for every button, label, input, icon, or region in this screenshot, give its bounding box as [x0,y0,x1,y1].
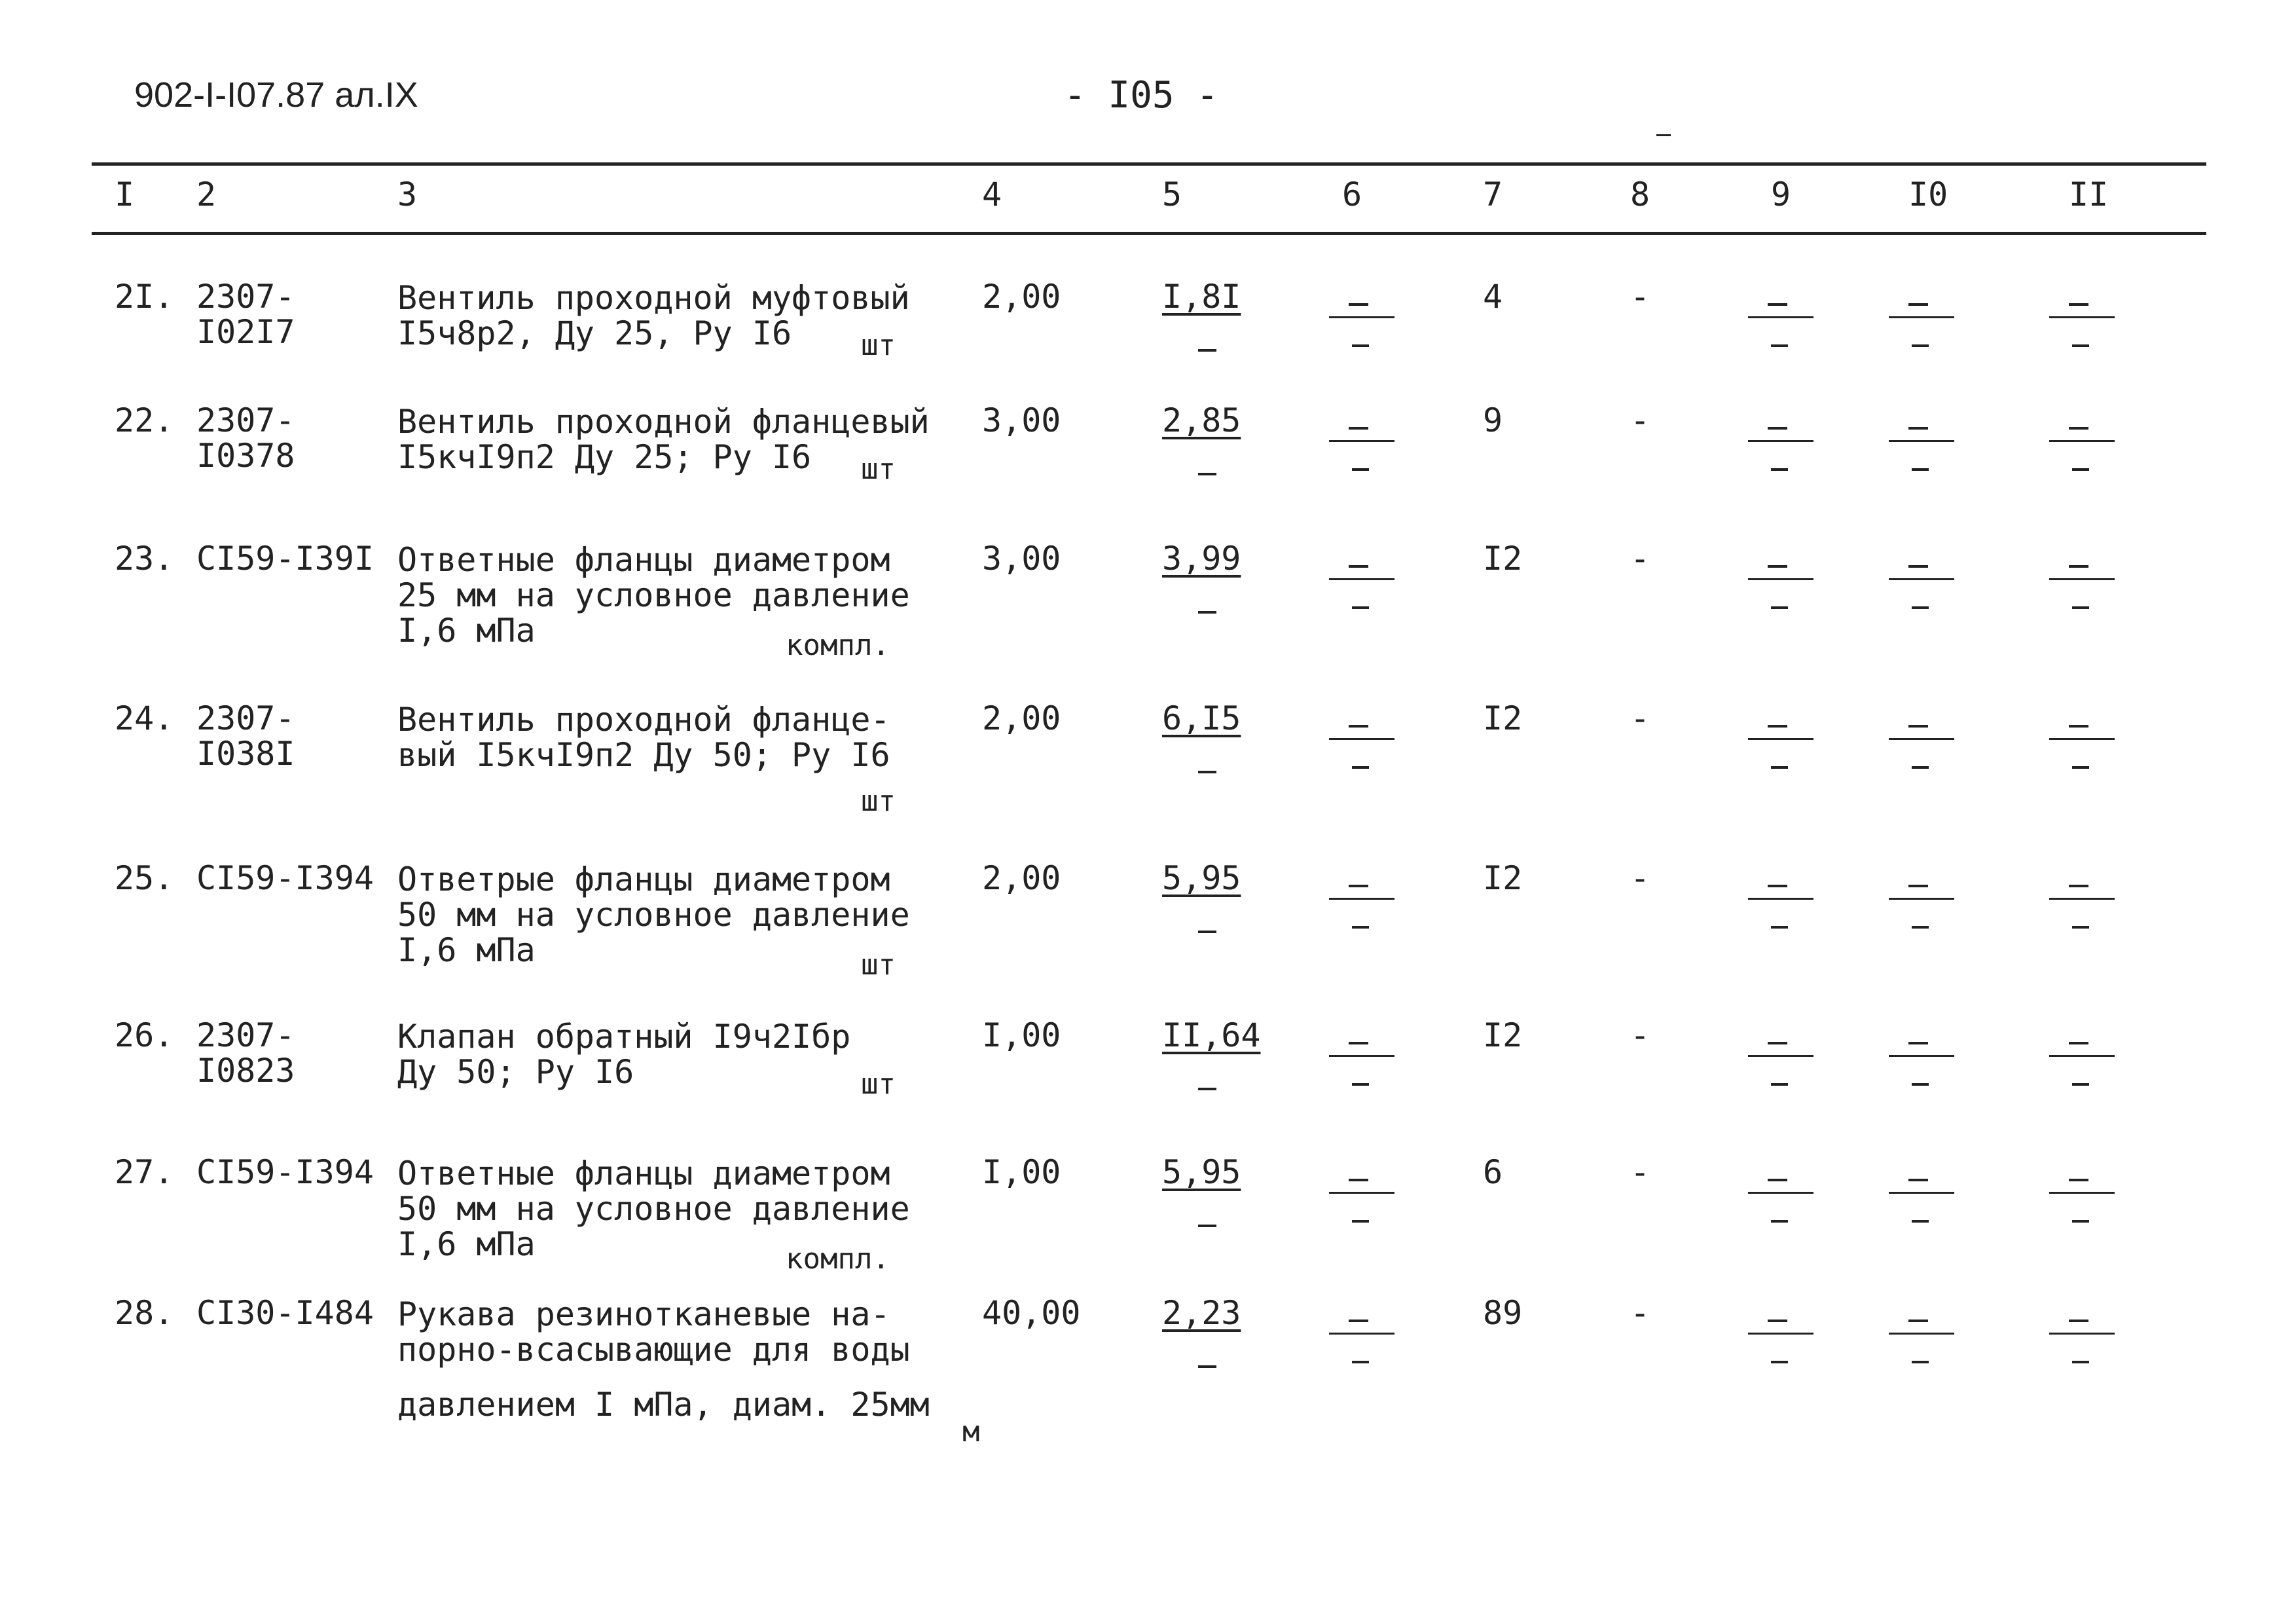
fraction-bottom-dash [1771,606,1788,609]
row-number: 26. [115,1016,174,1054]
fraction-top-dash [2069,303,2088,306]
row-col7: I2 [1483,859,1523,897]
fraction-bottom-dash [1771,1083,1788,1086]
row-unit: шт [861,948,896,982]
fraction-top-dash [1908,1042,1928,1044]
column-header-11: II [2069,175,2109,213]
col5-dash [1198,611,1216,614]
fraction-bottom-dash [1912,468,1929,471]
fraction-bar [1889,1192,1954,1194]
row-number: 25. [115,859,174,897]
row-number: 28. [115,1294,174,1332]
fraction-top-dash [1349,1042,1368,1044]
row-description: I,6 мПа [397,612,536,650]
fraction-top-dash [1768,1042,1787,1044]
row-col7: 6 [1483,1153,1503,1191]
fraction-bottom-dash [1771,1361,1788,1363]
row-code: CI59-I394 [196,859,374,897]
column-header-9: 9 [1771,175,1791,213]
fraction-bottom-dash [2072,606,2089,609]
fraction-top-dash [1349,1179,1368,1181]
row-description: порно-всасывающие для воды [397,1331,910,1369]
fraction-top-dash [1908,725,1928,728]
row-col5: 6,I5 [1162,699,1241,737]
fraction-top-dash [1349,885,1368,887]
fraction-bar [1329,1333,1394,1335]
row-number: 24. [115,699,174,737]
row-description: I,6 мПа [397,1225,536,1263]
fraction-bottom-dash [1771,926,1788,929]
fraction-bar [1889,1333,1954,1335]
row-col7: I2 [1483,699,1523,737]
fraction-top-dash [1349,427,1368,430]
fraction-bar [1748,1333,1813,1335]
fraction-bar [1748,316,1813,318]
row-description: Ответные фланцы диаметром [397,1154,890,1192]
fraction-bottom-dash [1912,344,1929,347]
fraction-top-dash [1349,725,1368,728]
row-code: CI59-I39I [196,540,374,578]
row-code: 2307- [196,401,295,439]
fraction-bottom-dash [2072,926,2089,929]
col5-dash [1198,349,1216,352]
row-col4: I,00 [982,1153,1061,1191]
column-header-10: I0 [1908,175,1948,213]
col5-dash [1198,1365,1216,1368]
row-description: I,6 мПа [397,931,536,969]
row-description: давлением I мПа, диам. 25мм [397,1386,930,1424]
fraction-bar [2049,738,2115,740]
fraction-bar [1329,578,1394,580]
row-col5: I,8I [1162,278,1241,316]
fraction-bar [1329,738,1394,740]
fraction-bottom-dash [1912,1361,1929,1363]
fraction-top-dash [1768,565,1787,568]
fraction-bar [1889,738,1954,740]
row-col8: - [1630,699,1650,737]
fraction-top-dash [2069,1042,2088,1044]
fraction-top-dash [1908,1320,1928,1322]
row-code: I02I7 [196,313,295,351]
fraction-bar [2049,440,2115,442]
row-col7: I2 [1483,1016,1523,1054]
fraction-top-dash [2069,1320,2088,1322]
row-description: 50 мм на условное давление [397,1190,910,1228]
fraction-bar [1889,1055,1954,1057]
fraction-top-dash [2069,885,2088,887]
row-description: Вентиль проходной фланцевый [397,403,930,441]
row-col4: 3,00 [982,401,1061,439]
fraction-bottom-dash [1771,766,1788,769]
fraction-bottom-dash [1352,766,1369,769]
fraction-bottom-dash [2072,1220,2089,1223]
fraction-bar [1329,316,1394,318]
col5-dash [1198,473,1216,475]
fraction-top-dash [1908,427,1928,430]
fraction-top-dash [2069,565,2088,568]
col5-dash [1198,771,1216,773]
fraction-bottom-dash [2072,1361,2089,1363]
row-description: Рукава резинотканевые на- [397,1295,890,1333]
row-col8: - [1630,540,1650,578]
fraction-bottom-dash [2072,766,2089,769]
row-col7: 89 [1483,1294,1523,1332]
fraction-top-dash [1908,565,1928,568]
fraction-bottom-dash [1352,344,1369,347]
fraction-bar [1329,440,1394,442]
fraction-bar [1329,898,1394,900]
column-header-4: 4 [982,175,1002,213]
row-number: 2I. [115,278,174,316]
row-col4: 2,00 [982,699,1061,737]
row-code: I0378 [196,437,295,475]
row-col7: I2 [1483,540,1523,578]
fraction-top-dash [1768,427,1787,430]
row-col5: 3,99 [1162,540,1241,578]
fraction-bottom-dash [1352,606,1369,609]
table-header-rule [92,232,2206,235]
row-number: 22. [115,401,174,439]
row-col8: - [1630,401,1650,439]
row-code: I038I [196,735,295,773]
fraction-bottom-dash [1352,926,1369,929]
fraction-bar [1889,898,1954,900]
fraction-bar [2049,898,2115,900]
row-description: I5кчI9п2 Ду 25; Ру I6 [397,438,812,476]
row-description: Вентиль проходной муфтовый [397,279,910,317]
row-col8: - [1630,1294,1650,1332]
document-code: 902-I-I07.87 ал.IX [134,75,418,115]
column-header-6: 6 [1342,175,1362,213]
fraction-top-dash [1768,1320,1787,1322]
fraction-bottom-dash [1912,926,1929,929]
fraction-top-dash [1768,303,1787,306]
fraction-bar [1748,898,1813,900]
fraction-bar [1889,578,1954,580]
row-col8: - [1630,278,1650,316]
row-unit: шт [861,329,896,362]
row-description: I5ч8р2, Ду 25, Ру I6 [397,314,792,352]
fraction-bar [1748,738,1813,740]
page-number: - I05 - [1064,74,1219,117]
row-description: 25 мм на условное давление [397,576,910,614]
row-unit: компл. [786,629,890,662]
fraction-top-dash [2069,1179,2088,1181]
fraction-bottom-dash [2072,1083,2089,1086]
fraction-bottom-dash [1771,344,1788,347]
fraction-bottom-dash [1771,1220,1788,1223]
row-description: Клапан обратный I9ч2Iбр [397,1018,851,1056]
fraction-bar [2049,1333,2115,1335]
fraction-bottom-dash [1352,1220,1369,1223]
fraction-top-dash [2069,725,2088,728]
row-description: вый I5кчI9п2 Ду 50; Ру I6 [397,736,890,774]
row-col4: I,00 [982,1016,1061,1054]
col5-dash [1198,1088,1216,1090]
fraction-top-dash [1768,885,1787,887]
fraction-top-dash [1908,303,1928,306]
row-description: Ответрые фланцы диаметром [397,860,890,898]
row-code: CI30-I484 [196,1294,374,1332]
fraction-bar [1748,1055,1813,1057]
fraction-bar [2049,1055,2115,1057]
column-header-7: 7 [1483,175,1503,213]
fraction-top-dash [1908,885,1928,887]
row-col4: 3,00 [982,540,1061,578]
table-top-rule [92,162,2206,166]
fraction-bottom-dash [1771,468,1788,471]
row-number: 23. [115,540,174,578]
fraction-top-dash [1768,1179,1787,1181]
row-col4: 2,00 [982,859,1061,897]
column-header-1: I [115,175,135,213]
row-col5: 5,95 [1162,859,1241,897]
row-code: 2307- [196,1016,295,1054]
row-col8: - [1630,1016,1650,1054]
fraction-top-dash [1349,565,1368,568]
row-unit: компл. [786,1242,890,1276]
fraction-bottom-dash [1912,606,1929,609]
column-header-8: 8 [1630,175,1650,213]
fraction-bar [1329,1192,1394,1194]
fraction-bar [1748,1192,1813,1194]
col5-dash [1198,931,1216,933]
col5-dash [1198,1225,1216,1227]
row-unit: шт [861,452,896,486]
row-code: CI59-I394 [196,1153,374,1191]
row-unit: шт [861,784,896,818]
row-description: Вентиль проходной фланце- [397,701,890,739]
fraction-bar [2049,1192,2115,1194]
fraction-bottom-dash [1912,1220,1929,1223]
fraction-bottom-dash [1352,1361,1369,1363]
fraction-top-dash [1768,725,1787,728]
row-description: Ответные фланцы диаметром [397,541,890,579]
fraction-bottom-dash [1352,468,1369,471]
row-col7: 9 [1483,401,1503,439]
fraction-bar [1889,440,1954,442]
row-col5: 2,23 [1162,1294,1241,1332]
row-unit: шт [861,1067,896,1101]
row-code: I0823 [196,1052,295,1090]
fraction-top-dash [1908,1179,1928,1181]
row-unit: м [962,1415,980,1449]
fraction-bar [2049,578,2115,580]
fraction-bottom-dash [1352,1083,1369,1086]
row-col5: 5,95 [1162,1153,1241,1191]
fraction-top-dash [1349,1320,1368,1322]
fraction-bottom-dash [1912,1083,1929,1086]
row-col5: II,64 [1162,1016,1261,1054]
fraction-bar [1748,440,1813,442]
fraction-bottom-dash [1912,766,1929,769]
column-header-3: 3 [397,175,418,213]
fraction-bar [1748,578,1813,580]
row-col8: - [1630,859,1650,897]
row-description: 50 мм на условное давление [397,896,910,934]
fraction-bottom-dash [2072,344,2089,347]
row-col4: 40,00 [982,1294,1081,1332]
stray-mark [1656,134,1671,136]
row-code: 2307- [196,278,295,316]
row-code: 2307- [196,699,295,737]
fraction-top-dash [2069,427,2088,430]
row-col7: 4 [1483,278,1503,316]
row-col8: - [1630,1153,1650,1191]
row-description: Ду 50; Ру I6 [397,1053,634,1091]
column-header-2: 2 [196,175,217,213]
fraction-bar [2049,316,2115,318]
fraction-bar [1889,316,1954,318]
fraction-bottom-dash [2072,468,2089,471]
row-col4: 2,00 [982,278,1061,316]
column-header-5: 5 [1162,175,1182,213]
fraction-bar [1329,1055,1394,1057]
fraction-top-dash [1349,303,1368,306]
row-col5: 2,85 [1162,401,1241,439]
row-number: 27. [115,1153,174,1191]
